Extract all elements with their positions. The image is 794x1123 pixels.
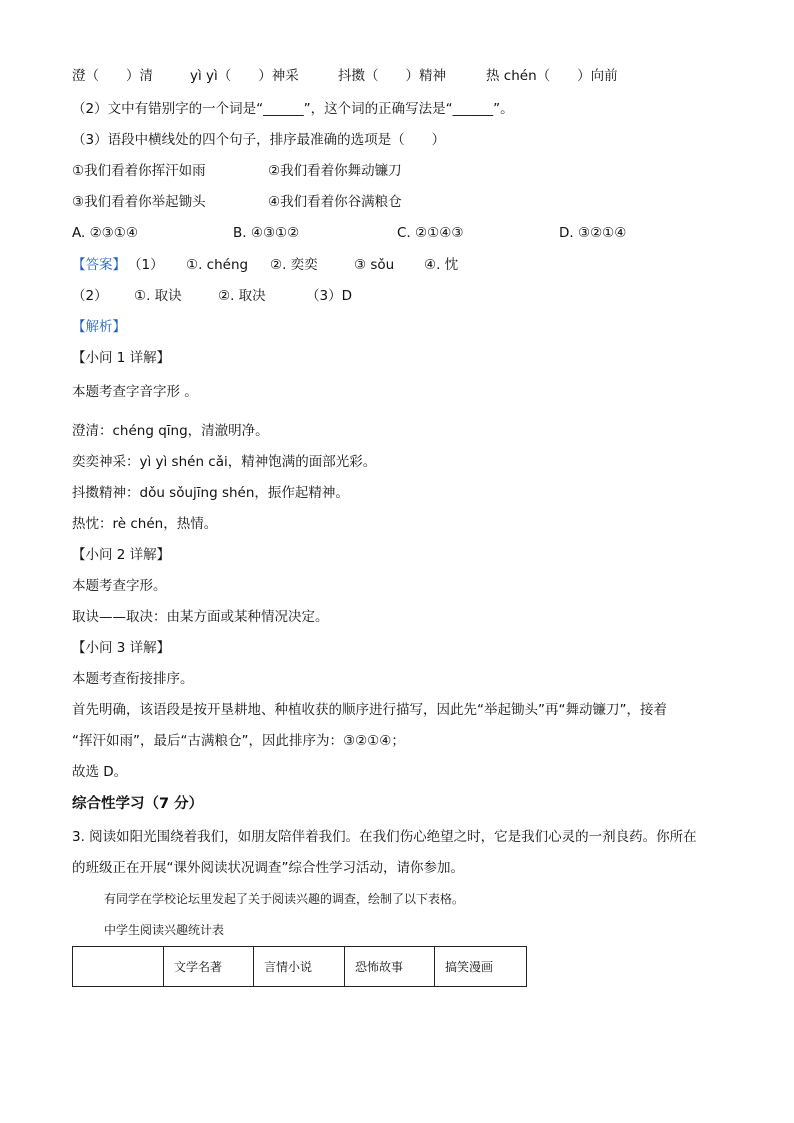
answer-part-2: （2） xyxy=(72,288,108,304)
q1-option-3: 抖擞（ ）精神 xyxy=(338,68,446,84)
table-row xyxy=(73,947,527,987)
analysis-label: 【解析】 xyxy=(72,319,126,335)
answer-part-3: （3）D xyxy=(306,288,352,304)
sub3-item: “挥汗如雨”，最后“古满粮仓”，因此排序为：③②①④； xyxy=(72,733,405,749)
question-3: （3）语段中横线处的四个句子，排序最准确的选项是（ ） xyxy=(72,132,446,148)
q1-option-1: 澄（ ）清 xyxy=(72,68,153,84)
sub1-item: 抖擞精神：dǒu sǒujīng shén，振作起精神。 xyxy=(72,485,349,501)
survey-intro: 有同学在学校论坛里发起了关于阅读兴趣的调查，绘制了以下表格。 xyxy=(104,892,465,906)
answer-1-3: ③ sǒu xyxy=(354,257,395,273)
sentence-4: ④我们看着你谷满粮仓 xyxy=(268,194,402,210)
answer-1-2: ②. 奕奕 xyxy=(270,257,318,273)
q1-option-4: 热 chén（ ）向前 xyxy=(486,68,618,84)
answer-2-1: ①. 取诀 xyxy=(134,288,182,304)
choice-d: D. ③②①④ xyxy=(559,225,627,241)
sub1-item: 奕奕神采：yì yì shén cǎi，精神饱满的面部光彩。 xyxy=(72,454,377,470)
sub3-title: 【小问 3 详解】 xyxy=(72,640,171,656)
sub1-intro: 本题考查字音字形 。 xyxy=(72,384,198,400)
sub1-item: 澄清：chéng qīng，清澈明净。 xyxy=(72,423,269,439)
sub3-item: 首先明确，该语段是按开垦耕地、种植收获的顺序进行描写，因此先“举起锄头”再“舞动镰刀”，接着 xyxy=(72,702,667,718)
sub2-intro: 本题考查字形。 xyxy=(72,578,167,594)
answer-part-1: （1） xyxy=(128,257,164,273)
q1-options-row xyxy=(72,67,672,85)
sentence-1: ①我们看着你挥汗如雨 xyxy=(72,163,206,179)
table-header-classics: 文学名著 xyxy=(164,947,254,987)
sub1-title: 【小问 1 详解】 xyxy=(72,350,171,366)
table-header-romance: 言情小说 xyxy=(254,947,345,987)
q1-option-2: yì yì（ ）神采 xyxy=(190,68,299,84)
answer-1-4: ④. 忱 xyxy=(424,257,459,273)
answer-row-1 xyxy=(72,256,492,274)
question-3-text-line-1: 3. 阅读如阳光围绕着我们，如朋友陪伴着我们。在我们伤心绝望之时，它是我们心灵的一剂良药。你所在 xyxy=(72,829,697,845)
answer-row-2 xyxy=(72,287,432,305)
table-title: 中学生阅读兴趣统计表 xyxy=(104,923,225,937)
table-header-horror: 恐怖故事 xyxy=(345,947,435,987)
question-2: （2）文中有错别字的一个词是“______”，这个词的正确写法是“______”。 xyxy=(72,101,514,117)
reading-interest-table xyxy=(72,946,527,987)
answer-2-2: ②. 取决 xyxy=(218,288,266,304)
sub3-intro: 本题考查衔接排序。 xyxy=(72,671,194,687)
question-3-text-line-2: 的班级正在开展“课外阅读状况调查”综合性学习活动，请你参加。 xyxy=(72,860,464,876)
sentence-3: ③我们看着你举起锄头 xyxy=(72,194,206,210)
table-header-comics: 搞笑漫画 xyxy=(435,947,527,987)
answer-label: 【答案】 xyxy=(72,257,126,273)
sub3-item: 故选 D。 xyxy=(72,764,128,780)
choice-c: C. ②①④③ xyxy=(397,225,464,241)
choice-a: A. ②③①④ xyxy=(72,225,138,241)
sub2-title: 【小问 2 详解】 xyxy=(72,547,171,563)
table-header-empty xyxy=(73,947,164,987)
sub1-item: 热忱：rè chén，热情。 xyxy=(72,516,218,532)
sub2-item: 取诀——取决：由某方面或某种情况决定。 xyxy=(72,609,329,625)
choice-b: B. ④③①② xyxy=(233,225,300,241)
section-heading: 综合性学习（7 分） xyxy=(72,796,204,812)
answer-1-1: ①. chéng xyxy=(186,257,249,273)
sentence-2: ②我们看着你舞动镰刀 xyxy=(268,163,402,179)
